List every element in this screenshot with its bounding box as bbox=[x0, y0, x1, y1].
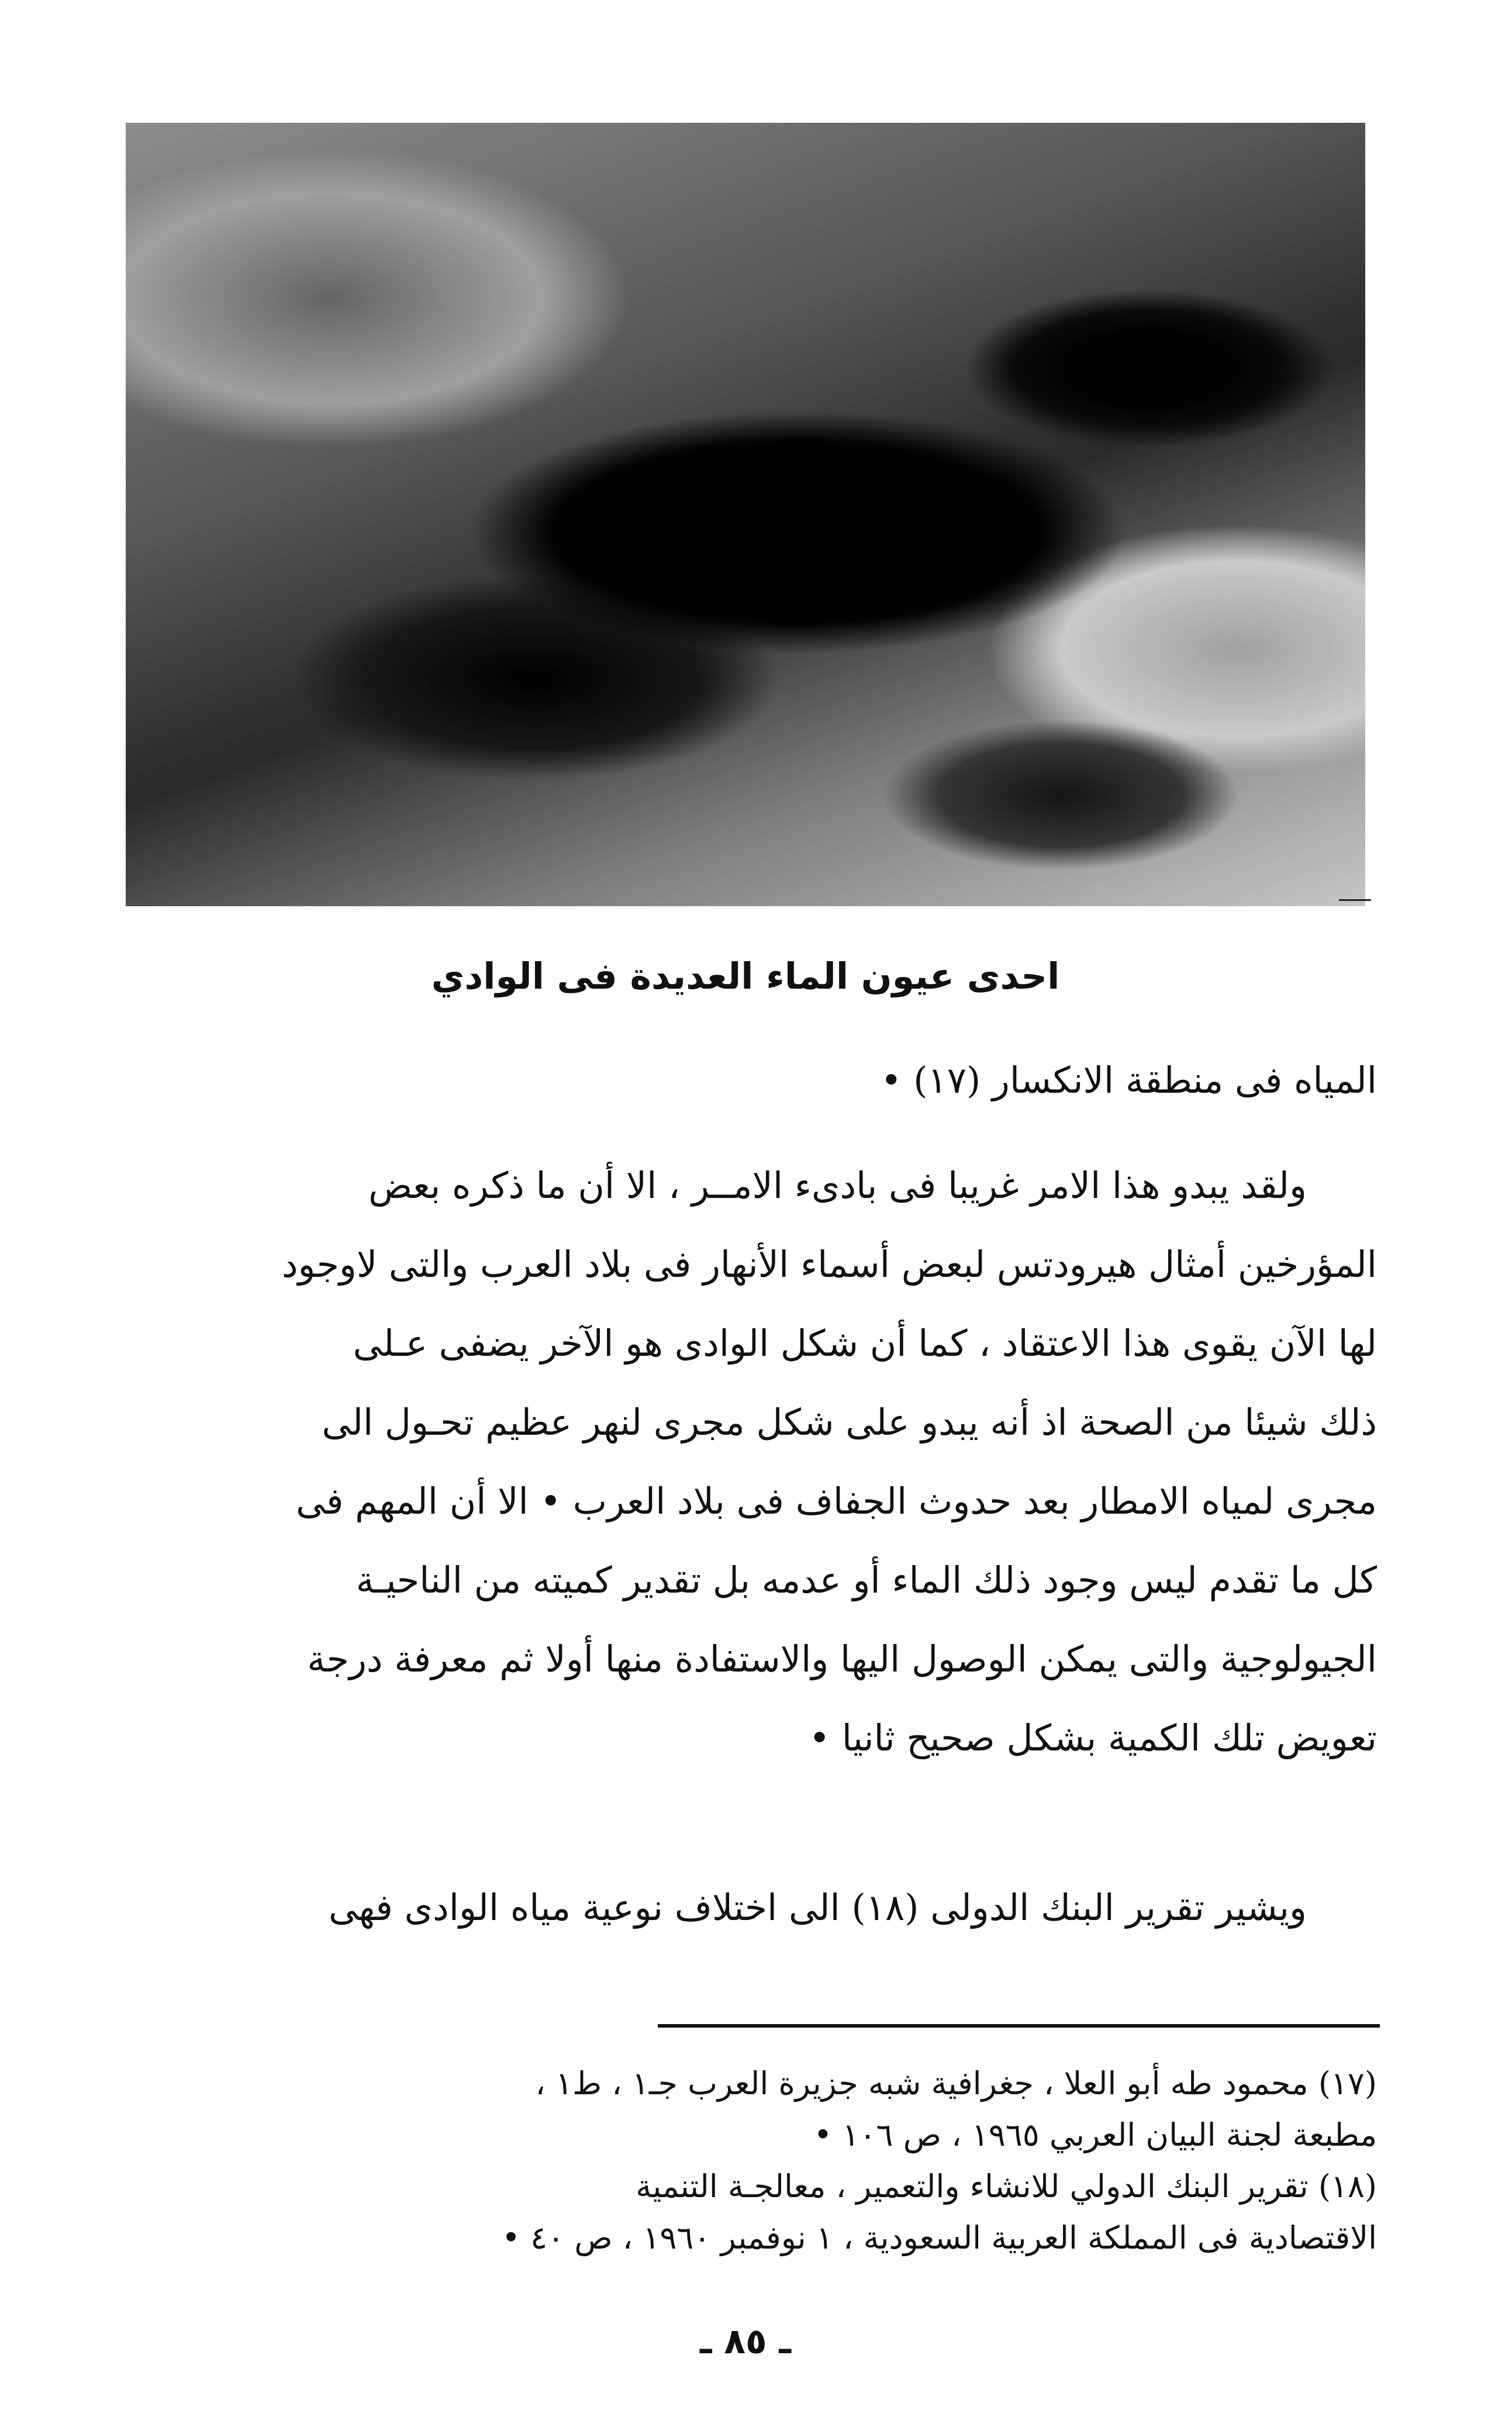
body-line: كل ما تقدم ليس وجود ذلك الماء أو عدمه بل تقدير كميته من الناحيـة bbox=[355, 1559, 1377, 1601]
body-line: الجيولوجية والتى يمكن الوصول اليها والاستفادة منها أولا ثم معرفة درجة bbox=[307, 1638, 1377, 1680]
footnote-line: مطبعة لجنة البيان العربي ١٩٦٥ ، ص ١٠٦ • bbox=[813, 2116, 1377, 2153]
photo-caption: احدى عيون الماء العديدة فى الوادي bbox=[431, 955, 1060, 997]
footnote-line: الاقتصادية فى المملكة العربية السعودية ، ١ نوفمبر ١٩٦٠ ، ص ٤٠ • bbox=[502, 2219, 1377, 2256]
body-line: ذلك شيئا من الصحة اذ أنه يبدو على شكل مجرى لنهر عظيم تحـول الى bbox=[322, 1401, 1377, 1444]
body-paragraph-main bbox=[126, 1146, 1377, 1777]
footnote-line: (١٧) محمود طه أبو العلا ، جغرافية شبه جزيرة العرب جـ١ ، ط١ ، bbox=[535, 2065, 1377, 2102]
footnotes bbox=[126, 2058, 1377, 2264]
body-line: المؤرخين أمثال هيرودتس لبعض أسماء الأنهار فى بلاد العرب والتى لاوجود bbox=[281, 1243, 1377, 1286]
photo-corner-mark bbox=[1339, 899, 1371, 901]
body-line: تعويض تلك الكمية بشكل صحيح ثانيا • bbox=[809, 1717, 1377, 1759]
body-paragraph-last bbox=[126, 1868, 1377, 1947]
body-line: لها الآن يقوى هذا الاعتقاد ، كما أن شكل الوادى هو الآخر يضفى عـلى bbox=[353, 1322, 1377, 1365]
photograph-water-spring bbox=[126, 123, 1365, 906]
page-number: ـ ٨٥ ـ bbox=[699, 2321, 792, 2362]
body-line: ويشير تقرير البنك الدولى (١٨) الى اختلاف نوعية مياه الوادى فهى bbox=[329, 1886, 1307, 1929]
body-line: مجرى لمياه الامطار بعد حدوث الجفاف فى بلاد العرب • الا أن المهم فى bbox=[296, 1480, 1377, 1522]
body-paragraph-continuation bbox=[126, 1041, 1377, 1120]
footnote-line: (١٨) تقرير البنك الدولي للانشاء والتعمير ، معالجـة التنمية bbox=[636, 2168, 1377, 2205]
footnote-divider bbox=[658, 2024, 1380, 2028]
body-line: المياه فى منطقة الانكسار (١٧) • bbox=[880, 1059, 1377, 1101]
body-line: ولقد يبدو هذا الامر غريبا فى بادىء الامــر ، الا أن ما ذكره بعض bbox=[368, 1164, 1307, 1207]
